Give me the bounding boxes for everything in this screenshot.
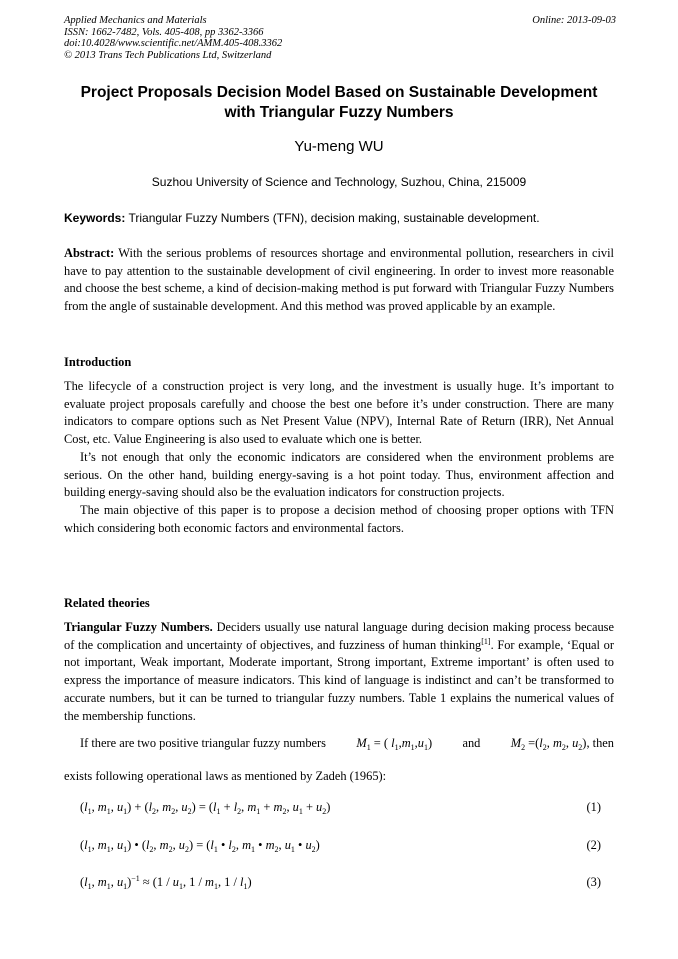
related-text-b: . For example, ‘Equal or not important, Weak important, Moderate important, Strong important, Extreme important’ is often used to express the importance of measure indicators. This kind of language is indistinct and can’t be transformed to accurate numbers, but it can be turned to triangular fuzzy numbers. Table 1 explains the numerical values of the membership functions. (64, 637, 615, 723)
introduction-heading: Introduction (64, 355, 132, 369)
operands-and: and (462, 736, 481, 750)
equation-3-number: (3) (586, 875, 601, 889)
m1-definition: $M_1$ = ( $l_1,m_1,u_1$) (356, 736, 433, 752)
operands-laws: exists following operational laws as mentioned by Zadeh (1965): (64, 768, 387, 783)
related-text-a: Deciders usually use natural language during decision making process because of the complication and uncertainty of objectives, and fuzziness of human thinking (64, 620, 614, 652)
related-paragraph-1 (64, 619, 614, 725)
issn-line: ISSN: 1662-7482, Vols. 405-408, pp 3362-3366 (64, 26, 264, 38)
title-line-1: Project Proposals Decision Model Based on Sustainable Development (80, 84, 598, 101)
keywords (64, 211, 624, 225)
operands-paragraph (64, 735, 614, 785)
equation-1-number: (1) (586, 800, 601, 814)
copyright-line: © 2013 Trans Tech Publications Ltd, Switzerland (64, 49, 272, 61)
author-name: Yu-meng WU (294, 138, 384, 155)
related-theories-heading: Related theories (64, 596, 150, 610)
paper-title (40, 83, 638, 123)
equation-2-expression: ($l_1$, $m_1$, $u_1$) • ($l_2$, $m_2$, $u_2) = (l_1$ • $l_2$, $m_1$ • $m_2$, $u_1$ • $u_2$) (80, 838, 320, 854)
equation-1-expression: ($l_1$, $m_1$, $u_1) + (l_2$, $m_2$, $u_2) = (l_1 + l_2$, $m_1 + m_2$, $u_1 + u_2$) (80, 800, 331, 816)
equation-3-expression: ($l_1$, $m_1$, $u_1)^{-1} \approx (1 / u_1$, $1 / m_1$, $1 / l_1$) (80, 873, 252, 891)
equation-1 (80, 800, 601, 818)
intro-paragraph-2: It’s not enough that only the economic indicators are considered when the environment problems are serious. On the other hand, building energy-saving is a hot point today. Thus, environment affection and building energy-saving should also be the evaluation indicators for construction projects. (64, 449, 614, 500)
citation-1: [1] (481, 636, 491, 646)
keywords-text: Triangular Fuzzy Numbers (TFN), decision making, sustainable development. (128, 211, 540, 225)
equation-3 (80, 875, 601, 893)
operands-then: , then (586, 736, 614, 750)
doi-line: doi:10.4028/www.scientific.net/AMM.405-408.3362 (64, 38, 283, 49)
affiliation: Suzhou University of Science and Technology, Suzhou, China, 215009 (151, 175, 527, 189)
online-date: Online: 2013-09-03 (532, 15, 616, 26)
related-theories-section (64, 619, 614, 725)
tfn-lead: Triangular Fuzzy Numbers. (64, 620, 213, 634)
abstract-label: Abstract: (64, 246, 115, 260)
m2-definition: $M_2 =(l_2$, $m_2$, $u_2$), then (510, 736, 614, 752)
intro-paragraph-3: The main objective of this paper is to propose a decision method of choosing proper options with TFN which considering both economic factors and environmental factors. (64, 502, 614, 535)
equation-2 (80, 838, 601, 856)
title-line-2: with Triangular Fuzzy Numbers (224, 104, 454, 121)
intro-paragraph-1: The lifecycle of a construction project is very long, and the investment is usually huge. It’s important to evaluate project proposals carefully and choose the best one before it’s under construction. There are many indicators to compare options such as Net Present Value (NPV), Internal Rate of Return (IRR), Net Annual Cost, etc. Value Engineering is also used to evaluate which one is better. (64, 379, 614, 447)
introduction-section (64, 378, 614, 537)
abstract (64, 245, 614, 316)
equation-2-number: (2) (586, 838, 601, 852)
keywords-label: Keywords: (64, 211, 126, 225)
abstract-text: With the serious problems of resources shortage and environmental pollution, researchers in civil have to pay attention to the sustainable development of civil engineering. In order to invest more reasonable and choose the best scheme, a kind of decision-making method is put forward with Triangular Fuzzy Numbers from the angle of sustainable development. And this method was proved applicable by an example. (64, 246, 614, 314)
operands-intro: If there are two positive triangular fuzzy numbers (80, 736, 326, 750)
journal-header (64, 15, 616, 61)
journal-name: Applied Mechanics and Materials (64, 15, 207, 26)
